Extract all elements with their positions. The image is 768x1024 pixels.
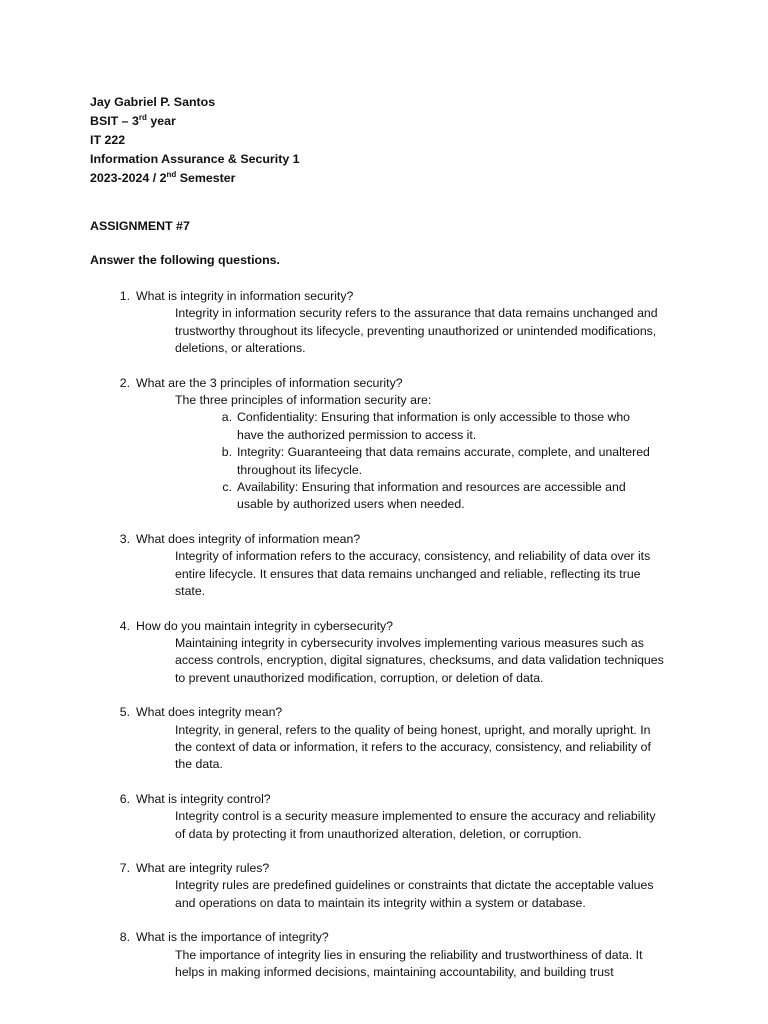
question-number: 8. xyxy=(119,930,130,945)
answer-sublist xyxy=(221,409,657,513)
answer-subitem xyxy=(221,409,657,444)
question-item xyxy=(0,860,768,912)
subitem-letter: a. xyxy=(221,410,232,425)
program-ordinal: rd xyxy=(138,113,147,122)
answer-text: Integrity in information security refers to the assurance that data remains unchanged and trustworthy throughout its lifecycle, preventing unauthorized or unintended modifications, deletions, or alterations. xyxy=(175,306,658,356)
document-header xyxy=(90,93,300,188)
question-row xyxy=(0,704,768,721)
question-list xyxy=(0,288,768,998)
question-row xyxy=(0,791,768,808)
question-number: 7. xyxy=(119,860,130,875)
course-title: Information Assurance & Security 1 xyxy=(90,152,300,166)
question-item xyxy=(0,288,768,358)
question-text: How do you maintain integrity in cybersecurity? xyxy=(136,618,393,633)
question-text: What are the 3 principles of information security? xyxy=(136,375,403,390)
question-row xyxy=(0,375,768,392)
question-text: What does integrity mean? xyxy=(136,705,283,720)
subitem-text: Confidentiality: Ensuring that information is only accessible to those who have the authorized permission to access it. xyxy=(237,410,631,442)
answer-text: Integrity, in general, refers to the quality of being honest, upright, and morally upright. In the context of data or information, it refers to the accuracy, consistency, and reliability of the data. xyxy=(175,722,651,772)
question-number: 5. xyxy=(119,705,130,720)
question-item xyxy=(0,531,768,601)
program-text: BSIT – 3 xyxy=(90,114,139,128)
question-item xyxy=(0,791,768,843)
question-text: What is integrity in information security? xyxy=(136,289,354,303)
course-code: IT 222 xyxy=(90,133,126,147)
answer-text: The three principles of information security are: xyxy=(175,393,432,408)
question-item xyxy=(0,704,768,774)
question-row xyxy=(0,860,768,877)
term-semester: Semester xyxy=(176,171,236,185)
question-row xyxy=(0,531,768,548)
term-ordinal: nd xyxy=(166,170,177,179)
question-number: 2. xyxy=(119,375,130,390)
subitem-letter: b. xyxy=(221,445,232,460)
answer-text: Integrity of information refers to the accuracy, consistency, and reliability of data over its entire lifecycle. It ensures that data remains unchanged and reliable, reflecting its true state. xyxy=(175,549,651,599)
question-row xyxy=(0,929,768,946)
question-number: 3. xyxy=(119,531,130,546)
subitem-text: Integrity: Guaranteeing that data remains accurate, complete, and unaltered throughout its lifecycle. xyxy=(237,445,650,477)
answer-text: Maintaining integrity in cybersecurity involves implementing various measures such as access controls, encryption, digital signatures, checksums, and data validation techniques to prevent unauthorized modification, corruption, or deletion of data. xyxy=(175,635,664,685)
program-year: year xyxy=(146,114,176,128)
answer-text: Integrity control is a security measure implemented to ensure the accuracy and reliability of data by protecting it from unauthorized alteration, deletion, or corruption. xyxy=(175,809,656,841)
question-item xyxy=(0,618,768,688)
question-row xyxy=(0,288,768,305)
question-number: 6. xyxy=(119,791,130,806)
term-text: 2023-2024 / 2 xyxy=(90,171,167,185)
question-text: What is integrity control? xyxy=(136,791,271,806)
question-number: 1. xyxy=(119,289,130,303)
instructions: Answer the following questions. xyxy=(90,253,280,267)
question-text: What is the importance of integrity? xyxy=(136,930,329,945)
subitem-text: Availability: Ensuring that information and resources are accessible and usable by authorized users when needed. xyxy=(237,480,626,512)
answer-text: The importance of integrity lies in ensuring the reliability and trustworthiness of data. It helps in making informed decisions, maintaining accountability, and building trust xyxy=(175,947,643,979)
answer-subitem xyxy=(222,479,657,514)
question-item xyxy=(0,929,768,981)
question-text: What does integrity of information mean? xyxy=(136,531,361,546)
question-text: What are integrity rules? xyxy=(136,860,270,875)
answer-text: Integrity rules are predefined guidelines or constraints that dictate the acceptable values and operations on data to maintain its integrity within a system or database. xyxy=(175,878,654,910)
question-row xyxy=(0,618,768,635)
question-number: 4. xyxy=(119,618,130,633)
student-name: Jay Gabriel P. Santos xyxy=(90,95,216,109)
assignment-title: ASSIGNMENT #7 xyxy=(90,219,190,233)
question-item xyxy=(0,375,768,514)
school-term xyxy=(90,169,300,188)
subitem-letter: c. xyxy=(222,480,232,495)
student-program xyxy=(90,112,300,131)
answer-subitem xyxy=(221,444,657,479)
